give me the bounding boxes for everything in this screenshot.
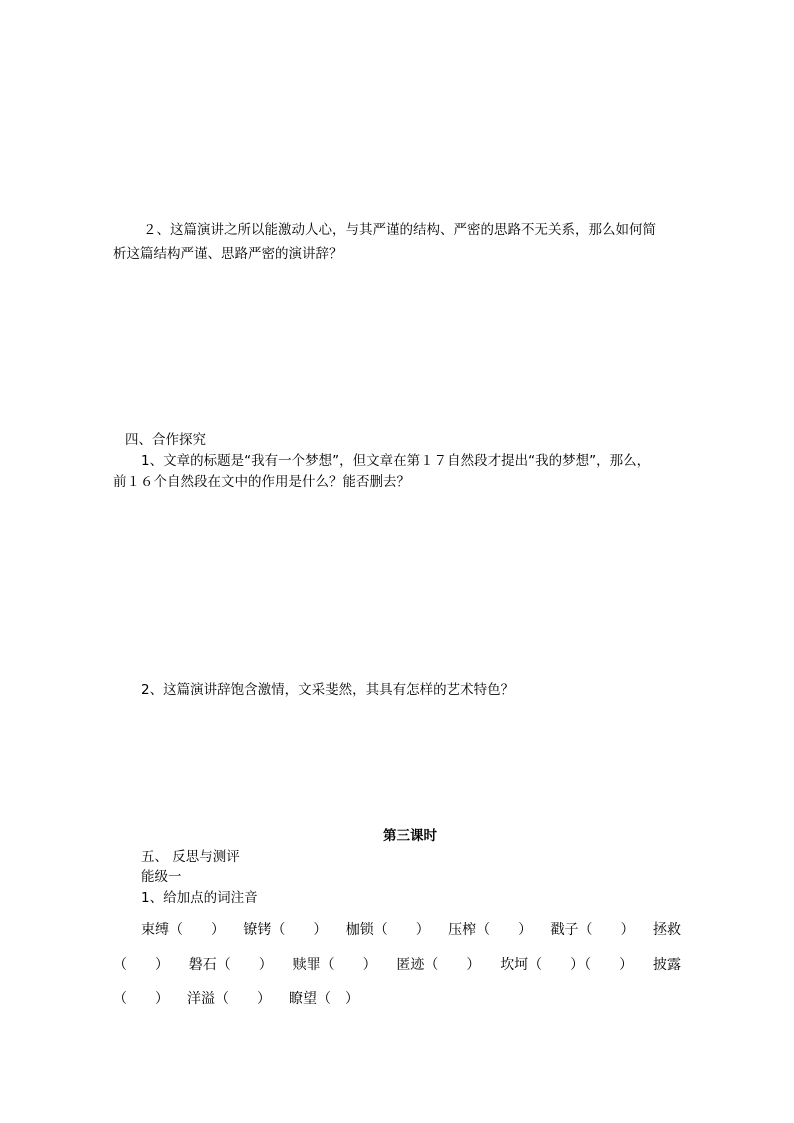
pinyin-item: 洋溢（ ） [187, 991, 271, 1007]
section-4-heading: 四、合作探究 [125, 432, 206, 448]
pinyin-item: 镣铐（ ） [243, 922, 328, 938]
pinyin-item: 瞭望（ ） [289, 991, 359, 1007]
pinyin-item: 戳子（ ） [550, 922, 635, 938]
question-4-1-line-2: 前１６个自然段在文中的作用是什么？能否删去？ [113, 474, 410, 490]
pinyin-item: （ ） [113, 991, 169, 1007]
pinyin-item: 磐石（ ） [188, 957, 273, 973]
question-5-1-prompt: 1、给加点的词注音 [141, 890, 258, 906]
pinyin-item: 披露 [652, 957, 681, 973]
pinyin-item: 拯救 [652, 922, 681, 938]
question-4-1-line-1: 1、文章的标题是“我有一个梦想”，但文章在第１７自然段才提出“我的梦想”，那么， [141, 453, 651, 469]
pinyin-row-2 [113, 956, 681, 974]
pinyin-item: 压榨（ ） [448, 922, 533, 938]
pinyin-item: 枷锁（ ） [345, 922, 430, 938]
question-3-2-line-2: 析这篇结构严谨、思路严密的演讲辞？ [113, 246, 343, 262]
pinyin-item: 坎坷（ ）（ ） [500, 957, 634, 973]
pinyin-item: 束缚（ ） [141, 922, 225, 938]
question-3-2-line-1: ２、这篇演讲之所以能激动人心，与其严谨的结构、严密的思路不无关系，那么如何简 [143, 222, 656, 238]
level-1-label: 能级一 [141, 869, 182, 885]
pinyin-row-3 [113, 990, 681, 1008]
pinyin-item: 赎罪（ ） [292, 957, 377, 973]
lesson-3-title: 第三课时 [383, 828, 437, 844]
pinyin-item: 匿迹（ ） [396, 957, 481, 973]
pinyin-row-1 [141, 921, 681, 939]
section-5-heading: 五、 反思与测评 [141, 849, 240, 865]
pinyin-item: （ ） [113, 957, 169, 973]
question-4-2: 2、这篇演讲辞饱含激情，文采斐然，其具有怎样的艺术特色？ [141, 682, 515, 698]
